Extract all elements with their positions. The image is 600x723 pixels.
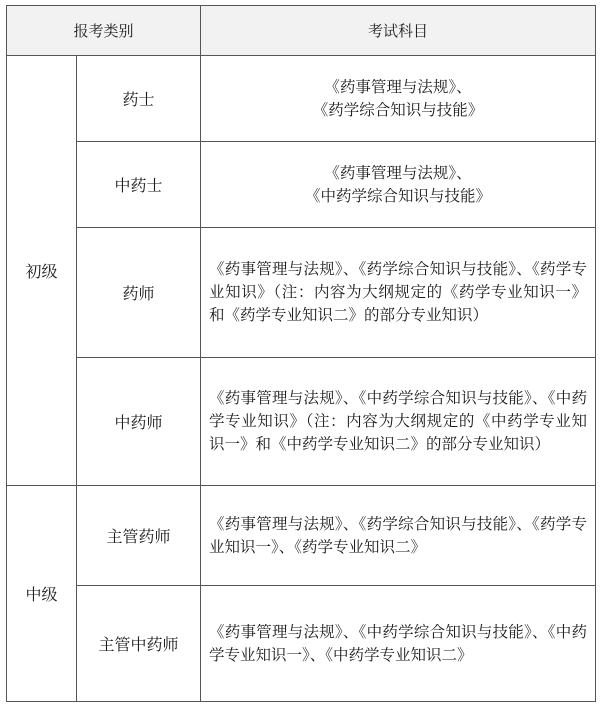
subjects-cell: 《药事管理与法规》、《中药学综合知识与技能》、《中药学专业知识》（注：内容为大纲规定的《中药学专业知识一》和《中药学专业知识二》的部分专业知识） <box>201 358 596 486</box>
subjects-cell: 《药事管理与法规》、《中药学综合知识与技能》、《中药学专业知识一》、《中药学专业知识二》 <box>201 586 596 702</box>
table-row <box>7 142 596 228</box>
subjects-cell: 《药事管理与法规》、《药学综合知识与技能》、《药学专业知识》（注：内容为大纲规定的《药学专业知识一》和《药学专业知识二》的部分专业知识） <box>201 228 596 358</box>
header-subjects: 考试科目 <box>201 6 596 56</box>
level-cell: 中级 <box>7 486 77 702</box>
table-header-row <box>7 6 596 56</box>
category-cell: 主管中药师 <box>77 586 201 702</box>
category-cell: 中药士 <box>77 142 201 228</box>
table-row <box>7 228 596 358</box>
table-row <box>7 586 596 702</box>
category-cell: 药师 <box>77 228 201 358</box>
subject-line: 《中药学综合知识与技能》 <box>305 186 492 205</box>
subjects-cell: 《药事管理与法规》、《药学综合知识与技能》、《药学专业知识一》、《药学专业知识二》 <box>201 486 596 586</box>
subject-line: 《药事管理与法规》、 <box>324 163 472 182</box>
exam-subjects-table <box>6 5 596 702</box>
category-cell: 主管药师 <box>77 486 201 586</box>
table-row <box>7 358 596 486</box>
header-category: 报考类别 <box>7 6 201 56</box>
level-cell: 初级 <box>7 56 77 486</box>
subject-line: 《药学综合知识与技能》 <box>312 100 484 119</box>
subjects-cell <box>201 142 596 228</box>
category-cell: 药士 <box>77 56 201 142</box>
subjects-cell <box>201 56 596 142</box>
subject-line: 《药事管理与法规》、 <box>324 77 472 96</box>
table-row <box>7 56 596 142</box>
category-cell: 中药师 <box>77 358 201 486</box>
table-row <box>7 486 596 586</box>
